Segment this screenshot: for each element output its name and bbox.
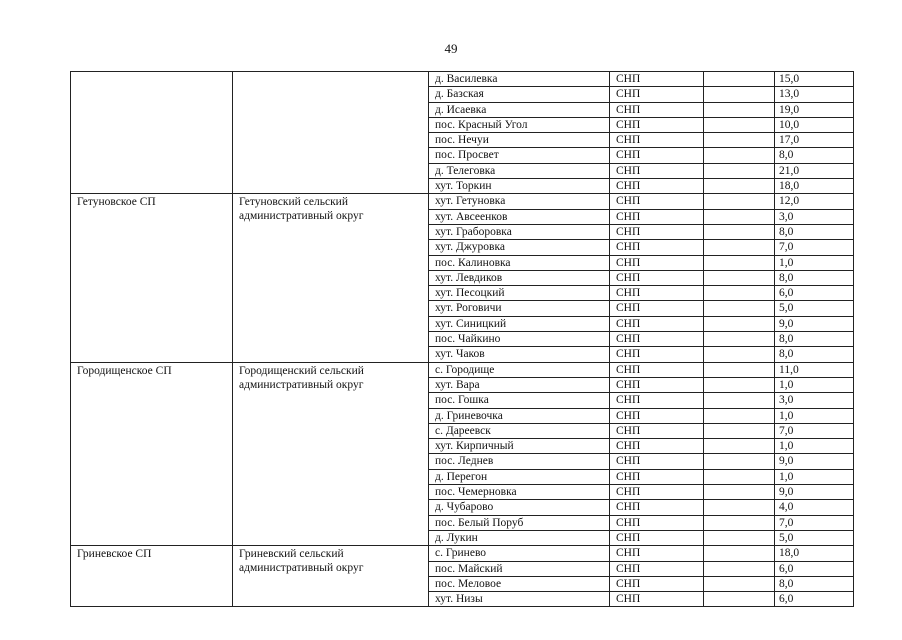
locality-type-cell: СНП bbox=[610, 454, 704, 469]
value-cell: 6,0 bbox=[775, 592, 854, 607]
empty-cell bbox=[704, 515, 775, 530]
locality-name-cell: хут. Гетуновка bbox=[429, 194, 610, 209]
value-cell: 8,0 bbox=[775, 332, 854, 347]
district-cell bbox=[233, 72, 429, 194]
empty-cell bbox=[704, 179, 775, 194]
value-cell: 9,0 bbox=[775, 454, 854, 469]
locality-type-cell: СНП bbox=[610, 148, 704, 163]
locality-type-cell: СНП bbox=[610, 347, 704, 362]
locality-type-cell: СНП bbox=[610, 240, 704, 255]
locality-name-cell: хут. Песоцкий bbox=[429, 286, 610, 301]
locality-name-cell: хут. Джуровка bbox=[429, 240, 610, 255]
settlements-table-body bbox=[71, 72, 854, 607]
locality-type-cell: СНП bbox=[610, 270, 704, 285]
locality-name-cell: д. Базская bbox=[429, 87, 610, 102]
value-cell: 7,0 bbox=[775, 423, 854, 438]
locality-name-cell: хут. Кирпичный bbox=[429, 439, 610, 454]
value-cell: 1,0 bbox=[775, 377, 854, 392]
empty-cell bbox=[704, 362, 775, 377]
empty-cell bbox=[704, 224, 775, 239]
locality-type-cell: СНП bbox=[610, 485, 704, 500]
value-cell: 7,0 bbox=[775, 515, 854, 530]
empty-cell bbox=[704, 347, 775, 362]
locality-name-cell: д. Чубарово bbox=[429, 500, 610, 515]
value-cell: 5,0 bbox=[775, 530, 854, 545]
value-cell: 5,0 bbox=[775, 301, 854, 316]
empty-cell bbox=[704, 148, 775, 163]
locality-type-cell: СНП bbox=[610, 194, 704, 209]
locality-type-cell: СНП bbox=[610, 377, 704, 392]
locality-name-cell: пос. Гошка bbox=[429, 393, 610, 408]
locality-name-cell: хут. Синицкий bbox=[429, 316, 610, 331]
value-cell: 12,0 bbox=[775, 194, 854, 209]
locality-type-cell: СНП bbox=[610, 102, 704, 117]
value-cell: 18,0 bbox=[775, 546, 854, 561]
district-cell: Гетуновский сельский административный округ bbox=[233, 194, 429, 362]
locality-name-cell: с. Гринево bbox=[429, 546, 610, 561]
locality-name-cell: хут. Торкин bbox=[429, 179, 610, 194]
empty-cell bbox=[704, 255, 775, 270]
empty-cell bbox=[704, 485, 775, 500]
locality-name-cell: пос. Майский bbox=[429, 561, 610, 576]
locality-type-cell: СНП bbox=[610, 530, 704, 545]
empty-cell bbox=[704, 332, 775, 347]
value-cell: 9,0 bbox=[775, 485, 854, 500]
value-cell: 3,0 bbox=[775, 209, 854, 224]
empty-cell bbox=[704, 316, 775, 331]
empty-cell bbox=[704, 592, 775, 607]
settlement-cell bbox=[71, 72, 233, 194]
locality-name-cell: пос. Чемерновка bbox=[429, 485, 610, 500]
locality-name-cell: пос. Нечуи bbox=[429, 133, 610, 148]
locality-name-cell: пос. Красный Угол bbox=[429, 117, 610, 132]
value-cell: 1,0 bbox=[775, 408, 854, 423]
locality-type-cell: СНП bbox=[610, 72, 704, 87]
locality-name-cell: д. Перегон bbox=[429, 469, 610, 484]
settlement-cell: Гриневское СП bbox=[71, 546, 233, 607]
value-cell: 1,0 bbox=[775, 255, 854, 270]
locality-name-cell: пос. Леднев bbox=[429, 454, 610, 469]
empty-cell bbox=[704, 500, 775, 515]
locality-type-cell: СНП bbox=[610, 286, 704, 301]
value-cell: 3,0 bbox=[775, 393, 854, 408]
empty-cell bbox=[704, 546, 775, 561]
locality-name-cell: д. Гриневочка bbox=[429, 408, 610, 423]
locality-name-cell: хут. Левдиков bbox=[429, 270, 610, 285]
locality-type-cell: СНП bbox=[610, 546, 704, 561]
value-cell: 17,0 bbox=[775, 133, 854, 148]
value-cell: 15,0 bbox=[775, 72, 854, 87]
value-cell: 8,0 bbox=[775, 347, 854, 362]
locality-type-cell: СНП bbox=[610, 408, 704, 423]
locality-type-cell: СНП bbox=[610, 469, 704, 484]
locality-type-cell: СНП bbox=[610, 163, 704, 178]
settlement-cell: Гетуновское СП bbox=[71, 194, 233, 362]
value-cell: 4,0 bbox=[775, 500, 854, 515]
empty-cell bbox=[704, 576, 775, 591]
locality-name-cell: пос. Просвет bbox=[429, 148, 610, 163]
locality-name-cell: с. Городище bbox=[429, 362, 610, 377]
value-cell: 6,0 bbox=[775, 561, 854, 576]
empty-cell bbox=[704, 408, 775, 423]
locality-name-cell: д. Телеговка bbox=[429, 163, 610, 178]
table-row bbox=[71, 194, 854, 209]
page-number: 49 bbox=[444, 41, 458, 56]
empty-cell bbox=[704, 194, 775, 209]
locality-name-cell: хут. Низы bbox=[429, 592, 610, 607]
empty-cell bbox=[704, 240, 775, 255]
empty-cell bbox=[704, 270, 775, 285]
empty-cell bbox=[704, 117, 775, 132]
locality-name-cell: д. Василевка bbox=[429, 72, 610, 87]
locality-type-cell: СНП bbox=[610, 500, 704, 515]
district-cell: Городищенский сельский административный округ bbox=[233, 362, 429, 546]
locality-name-cell: хут. Роговичи bbox=[429, 301, 610, 316]
empty-cell bbox=[704, 530, 775, 545]
locality-name-cell: пос. Меловое bbox=[429, 576, 610, 591]
locality-name-cell: хут. Авсеенков bbox=[429, 209, 610, 224]
empty-cell bbox=[704, 561, 775, 576]
value-cell: 10,0 bbox=[775, 117, 854, 132]
empty-cell bbox=[704, 87, 775, 102]
locality-type-cell: СНП bbox=[610, 393, 704, 408]
settlement-cell: Городищенское СП bbox=[71, 362, 233, 546]
locality-name-cell: с. Дареевск bbox=[429, 423, 610, 438]
locality-name-cell: пос. Белый Поруб bbox=[429, 515, 610, 530]
empty-cell bbox=[704, 286, 775, 301]
empty-cell bbox=[704, 469, 775, 484]
empty-cell bbox=[704, 209, 775, 224]
empty-cell bbox=[704, 133, 775, 148]
value-cell: 6,0 bbox=[775, 286, 854, 301]
value-cell: 19,0 bbox=[775, 102, 854, 117]
locality-type-cell: СНП bbox=[610, 133, 704, 148]
locality-type-cell: СНП bbox=[610, 316, 704, 331]
value-cell: 8,0 bbox=[775, 270, 854, 285]
empty-cell bbox=[704, 72, 775, 87]
value-cell: 21,0 bbox=[775, 163, 854, 178]
locality-type-cell: СНП bbox=[610, 423, 704, 438]
table-row bbox=[71, 546, 854, 561]
locality-name-cell: пос. Калиновка bbox=[429, 255, 610, 270]
locality-name-cell: пос. Чайкино bbox=[429, 332, 610, 347]
locality-name-cell: д. Исаевка bbox=[429, 102, 610, 117]
empty-cell bbox=[704, 423, 775, 438]
value-cell: 8,0 bbox=[775, 148, 854, 163]
locality-name-cell: хут. Граборовка bbox=[429, 224, 610, 239]
value-cell: 18,0 bbox=[775, 179, 854, 194]
empty-cell bbox=[704, 439, 775, 454]
value-cell: 1,0 bbox=[775, 469, 854, 484]
locality-type-cell: СНП bbox=[610, 332, 704, 347]
locality-type-cell: СНП bbox=[610, 362, 704, 377]
locality-type-cell: СНП bbox=[610, 209, 704, 224]
locality-type-cell: СНП bbox=[610, 179, 704, 194]
value-cell: 11,0 bbox=[775, 362, 854, 377]
locality-type-cell: СНП bbox=[610, 439, 704, 454]
locality-type-cell: СНП bbox=[610, 576, 704, 591]
locality-type-cell: СНП bbox=[610, 561, 704, 576]
table-row bbox=[71, 362, 854, 377]
locality-type-cell: СНП bbox=[610, 224, 704, 239]
value-cell: 9,0 bbox=[775, 316, 854, 331]
value-cell: 8,0 bbox=[775, 224, 854, 239]
district-cell: Гриневский сельский административный округ bbox=[233, 546, 429, 607]
empty-cell bbox=[704, 102, 775, 117]
table-row bbox=[71, 72, 854, 87]
value-cell: 8,0 bbox=[775, 576, 854, 591]
locality-type-cell: СНП bbox=[610, 87, 704, 102]
empty-cell bbox=[704, 454, 775, 469]
locality-type-cell: СНП bbox=[610, 301, 704, 316]
locality-type-cell: СНП bbox=[610, 255, 704, 270]
empty-cell bbox=[704, 163, 775, 178]
settlements-table bbox=[70, 71, 854, 607]
locality-name-cell: д. Лукин bbox=[429, 530, 610, 545]
locality-type-cell: СНП bbox=[610, 117, 704, 132]
empty-cell bbox=[704, 393, 775, 408]
value-cell: 7,0 bbox=[775, 240, 854, 255]
locality-name-cell: хут. Вара bbox=[429, 377, 610, 392]
value-cell: 1,0 bbox=[775, 439, 854, 454]
locality-type-cell: СНП bbox=[610, 592, 704, 607]
locality-name-cell: хут. Чаков bbox=[429, 347, 610, 362]
empty-cell bbox=[704, 301, 775, 316]
locality-type-cell: СНП bbox=[610, 515, 704, 530]
empty-cell bbox=[704, 377, 775, 392]
value-cell: 13,0 bbox=[775, 87, 854, 102]
